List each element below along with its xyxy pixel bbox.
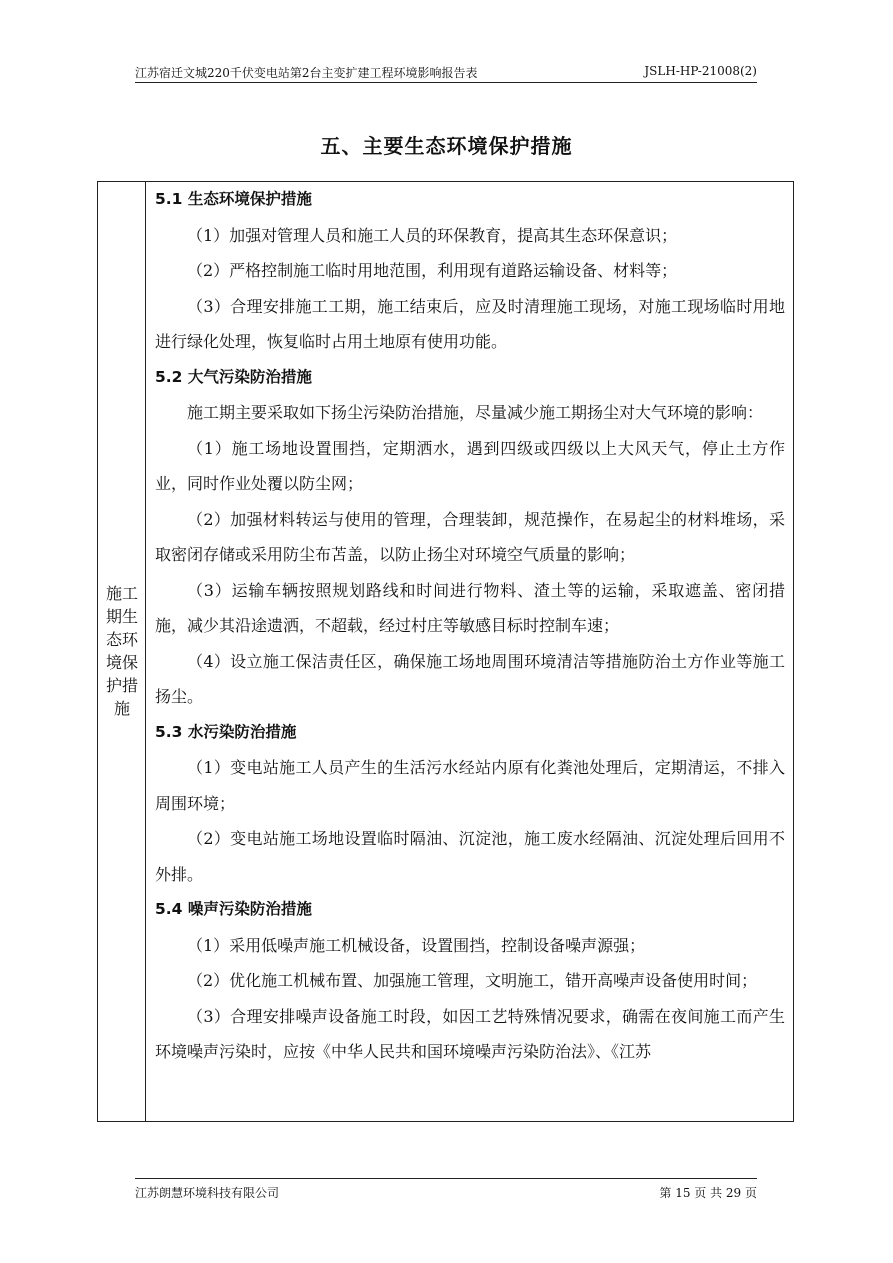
header-document-code: JSLH-HP-21008(2): [644, 64, 757, 78]
paragraph: （3）合理安排施工工期，施工结束后，应及时清理施工现场，对施工现场临时用地进行绿化处理，恢复临时占用土地原有使用功能。: [155, 296, 785, 351]
side-label: 施工期生态环境保护措施: [105, 584, 138, 718]
paragraph: （1）加强对管理人员和施工人员的环保教育，提高其生态环保意识；: [187, 225, 678, 245]
footer-company: 江苏朗慧环境科技有限公司: [135, 1186, 280, 1200]
measures-table: [97, 181, 794, 1122]
paragraph: （2）加强材料转运与使用的管理，合理装卸，规范操作，在易起尘的材料堆场，采取密闭存储或采用防尘布苫盖，以防止扬尘对环境空气质量的影响；: [155, 509, 785, 564]
paragraph: （4）设立施工保洁责任区，确保施工场地周围环境清洁等措施防治土方作业等施工扬尘。: [155, 651, 785, 706]
paragraph: （1）施工场地设置围挡，定期洒水，遇到四级或四级以上大风天气，停止土方作业，同时作业处覆以防尘网；: [155, 438, 785, 493]
heading-5-1: 5.1 生态环境保护措施: [155, 190, 312, 208]
page-header: [135, 62, 757, 83]
paragraph: （3）运输车辆按照规划路线和时间进行物料、渣土等的运输，采取遮盖、密闭措施，减少其沿途遗洒，不超载，经过村庄等敏感目标时控制车速；: [155, 580, 785, 635]
heading-5-2: 5.2 大气污染防治措施: [155, 367, 312, 386]
heading-5-4: 5.4 噪声污染防治措施: [155, 900, 312, 918]
paragraph: （3）合理安排噪声设备施工时段，如因工艺特殊情况要求，确需在夜间施工而产生环境噪声污染时，应按《中华人民共和国环境噪声污染防治法》、《江苏: [155, 1006, 785, 1061]
paragraph: 施工期主要采取如下扬尘污染防治措施，尽量减少施工期扬尘对大气环境的影响：: [187, 403, 764, 422]
paragraph: （1）采用低噪声施工机械设备，设置围挡，控制设备噪声源强；: [187, 935, 646, 955]
paragraph: （2）优化施工机械布置、加强施工管理，文明施工，错开高噪声设备使用时间；: [187, 971, 758, 990]
header-report-title: 江苏宿迁文城220千伏变电站第2台主变扩建工程环境影响报告表: [135, 66, 478, 80]
page-footer: [135, 1178, 757, 1199]
paragraph: （1）变电站施工人员产生的生活污水经站内原有化粪池处理后，定期清运，不排入周围环境；: [155, 758, 785, 813]
heading-5-3: 5.3 水污染防治措施: [155, 722, 297, 741]
section-title: 五、主要生态环境保护措施: [320, 134, 573, 158]
side-label-cell: [98, 182, 146, 1121]
paragraph: （2）变电站施工场地设置临时隔油、沉淀池，施工废水经隔油、沉淀处理后回用不外排。: [155, 829, 785, 884]
measures-content: [155, 182, 785, 1070]
paragraph: （2）严格控制施工临时用地范围，利用现有道路运输设备、材料等；: [187, 261, 678, 280]
footer-page-number: 第 15 页 共 29 页: [659, 1186, 757, 1200]
